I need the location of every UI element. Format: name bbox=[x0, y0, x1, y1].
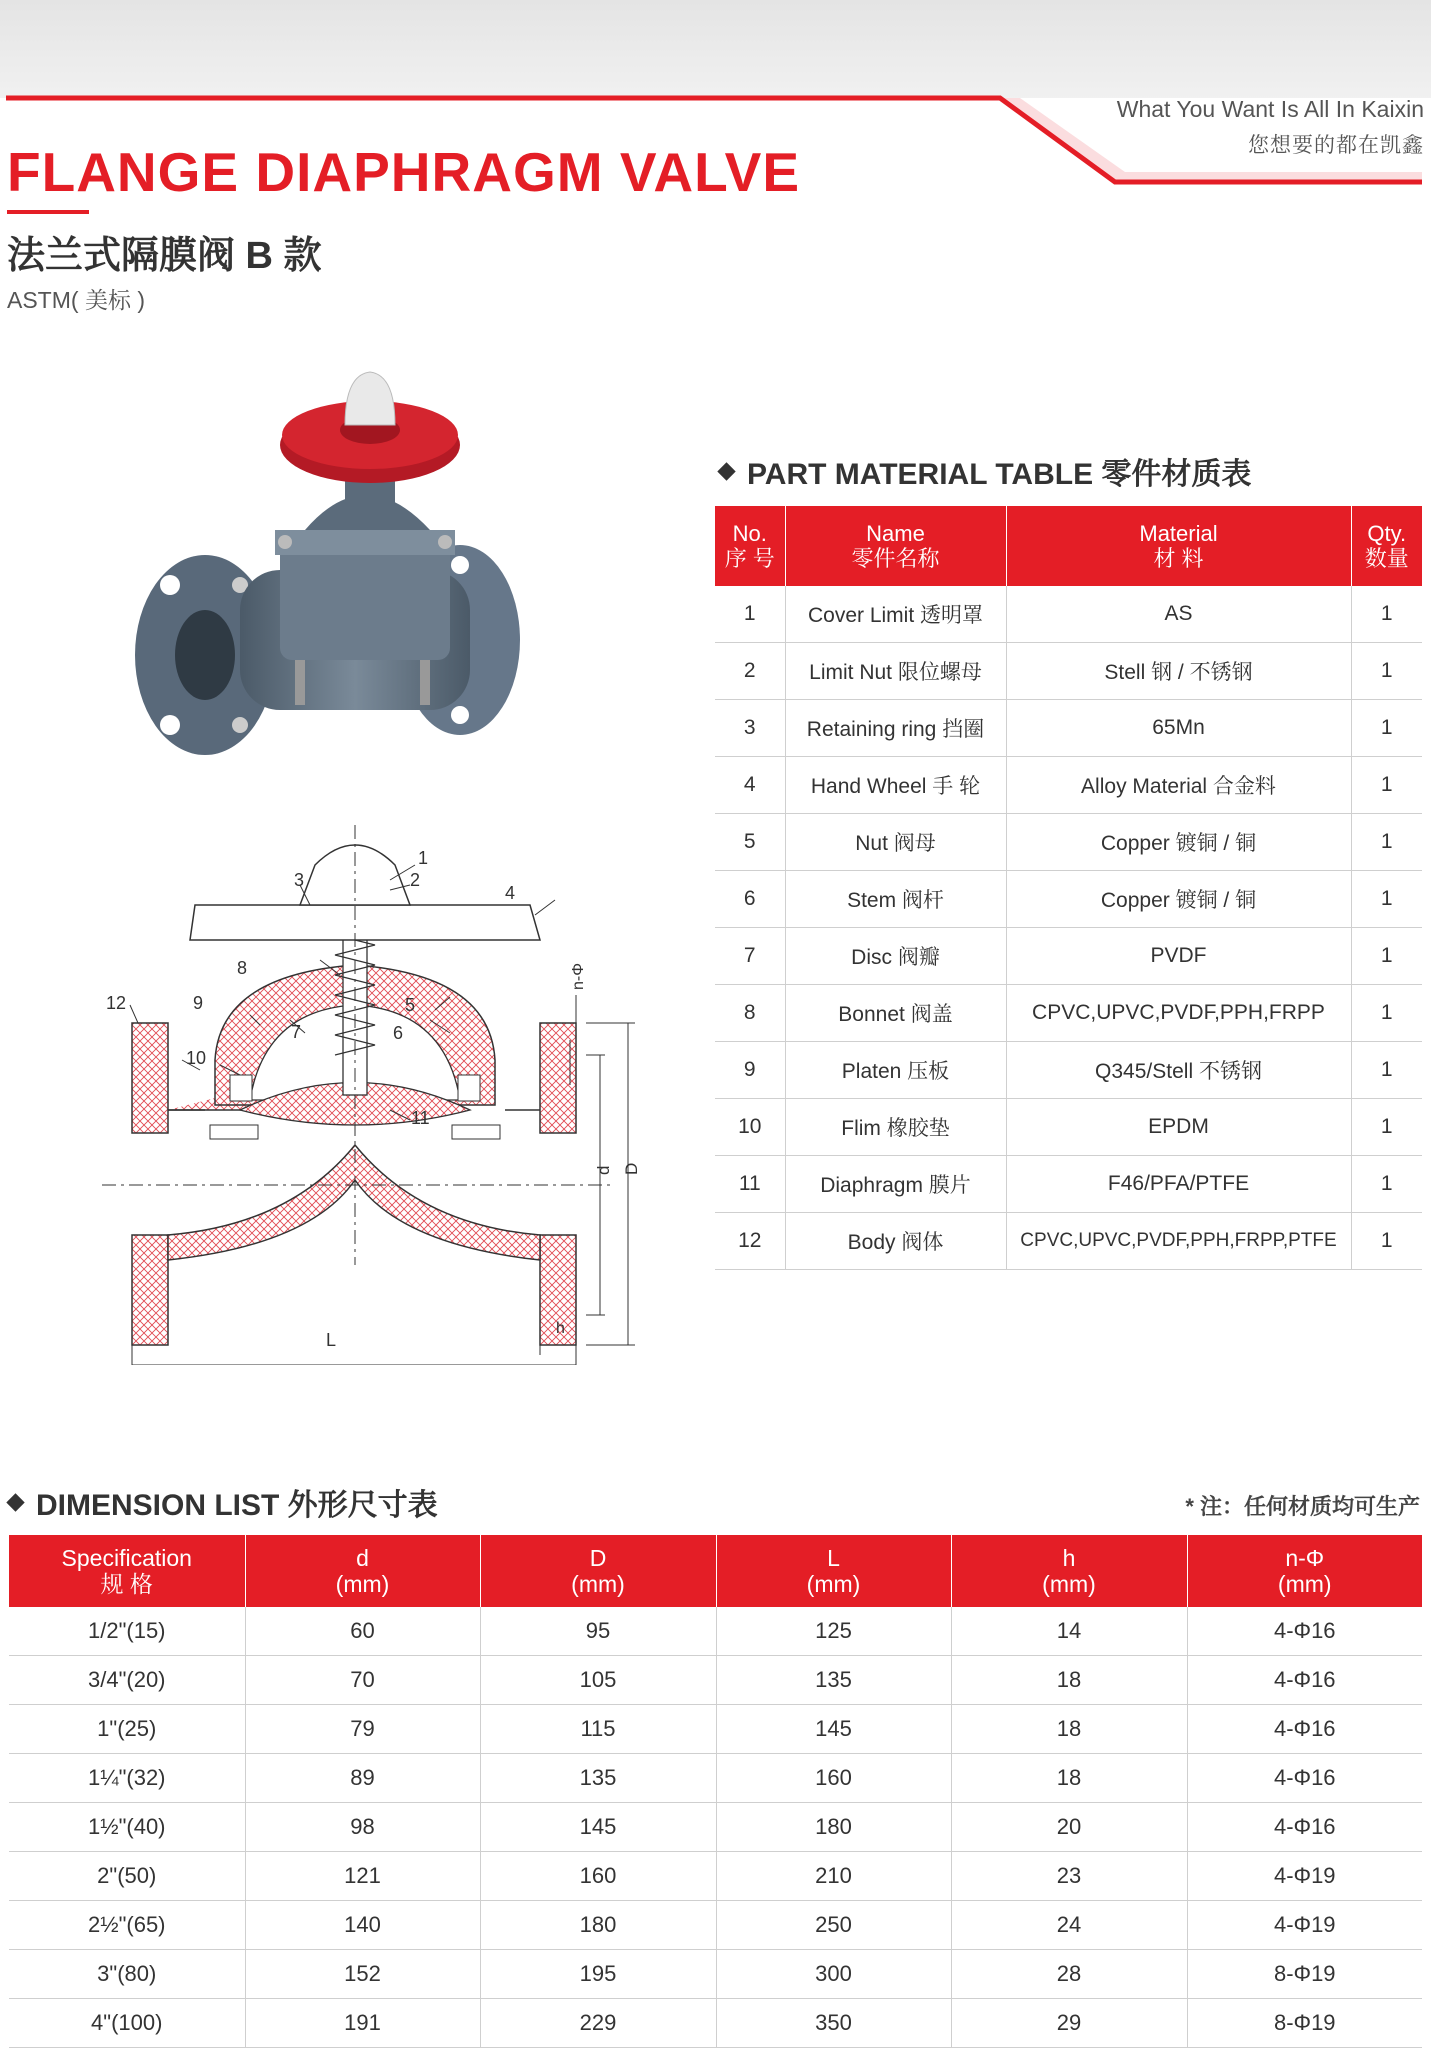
table-row: 11 Diaphragm 膜片 F46/PFA/PTFE 1 bbox=[715, 1156, 1422, 1213]
dim-header-spec: Specification 规 格 bbox=[9, 1535, 245, 1607]
dim-header-h: h (mm) bbox=[951, 1535, 1187, 1607]
table-row: 1½"(40) 98 145 180 20 4-Φ16 bbox=[9, 1803, 1422, 1852]
callout-6: 6 bbox=[393, 1023, 404, 1043]
callout-2: 2 bbox=[410, 870, 421, 890]
parts-header-material: Material 材 料 bbox=[1006, 506, 1351, 586]
table-row: 12 Body 阀体 CPVC,UPVC,PVDF,PPH,FRPP,PTFE 1 bbox=[715, 1213, 1422, 1270]
standard-label: ASTM( 美标 ) bbox=[7, 287, 145, 313]
table-row: 9 Platen 压板 Q345/Stell 不锈钢 1 bbox=[715, 1042, 1422, 1099]
table-row: 10 Flim 橡胶垫 EPDM 1 bbox=[715, 1099, 1422, 1156]
callout-5: 5 bbox=[405, 995, 416, 1015]
table-row: 8 Bonnet 阀盖 CPVC,UPVC,PVDF,PPH,FRPP 1 bbox=[715, 985, 1422, 1042]
table-row: 6 Stem 阀杆 Copper 镀铜 / 铜 1 bbox=[715, 871, 1422, 928]
callout-8: 8 bbox=[237, 958, 248, 978]
dim-header-n-phi: n-Φ (mm) bbox=[1187, 1535, 1422, 1607]
table-row: 2½"(65) 140 180 250 24 4-Φ19 bbox=[9, 1901, 1422, 1950]
callout-1: 1 bbox=[418, 848, 429, 868]
table-row: 1 Cover Limit 透明罩 AS 1 bbox=[715, 586, 1422, 643]
table-row: 3/4"(20) 70 105 135 18 4-Φ16 bbox=[9, 1656, 1422, 1705]
dim-label-h: h bbox=[556, 1320, 565, 1337]
dimension-table-header-row bbox=[9, 1535, 1422, 1607]
table-row: 1"(25) 79 115 145 18 4-Φ16 bbox=[9, 1705, 1422, 1754]
dimension-heading-text: DIMENSION LIST 外形尺寸表 bbox=[36, 1489, 438, 1522]
valve-product-image bbox=[130, 370, 530, 800]
parts-header-qty: Qty. 数量 bbox=[1351, 506, 1422, 586]
tagline-chinese: 您想要的都在凯鑫 bbox=[1248, 134, 1424, 157]
callout-3: 3 bbox=[294, 870, 305, 890]
dim-label-n-phi: n-Φ bbox=[570, 963, 587, 990]
callout-9: 9 bbox=[193, 993, 204, 1013]
page-subtitle: 法兰式隔膜阀 B 款 bbox=[7, 235, 322, 277]
tagline-english: What You Want Is All In Kaixin bbox=[1116, 96, 1424, 122]
parts-table-heading bbox=[720, 449, 1251, 493]
page-title: FLANGE DIAPHRAGM VALVE bbox=[7, 141, 801, 203]
diamond-bullet-icon bbox=[717, 462, 735, 480]
table-row: 4"(100) 191 229 350 29 8-Φ19 bbox=[9, 1999, 1422, 2048]
dimension-table bbox=[9, 1535, 1422, 2048]
dimension-list-heading bbox=[9, 1480, 438, 1524]
parts-table-header-row bbox=[715, 506, 1422, 586]
dim-label-d: d bbox=[594, 1165, 613, 1175]
production-note: * 注：任何材质均可生产 bbox=[1185, 1494, 1420, 1519]
table-row: 1/2"(15) 60 95 125 14 4-Φ16 bbox=[9, 1607, 1422, 1656]
table-row: 3"(80) 152 195 300 28 8-Φ19 bbox=[9, 1950, 1422, 1999]
table-row: 1¼"(32) 89 135 160 18 4-Φ16 bbox=[9, 1754, 1422, 1803]
dim-label-L: L bbox=[326, 1330, 337, 1350]
dim-header-L: L (mm) bbox=[716, 1535, 951, 1607]
valve-section-drawing bbox=[100, 825, 645, 1365]
parts-table bbox=[715, 506, 1422, 1270]
parts-header-no: No. 序 号 bbox=[715, 506, 785, 586]
dim-label-D: D bbox=[622, 1162, 641, 1175]
callout-10: 10 bbox=[186, 1048, 207, 1068]
callout-12: 12 bbox=[106, 993, 127, 1013]
table-row: 2"(50) 121 160 210 23 4-Φ19 bbox=[9, 1852, 1422, 1901]
table-row: 5 Nut 阀母 Copper 镀铜 / 铜 1 bbox=[715, 814, 1422, 871]
table-row: 4 Hand Wheel 手 轮 Alloy Material 合金料 1 bbox=[715, 757, 1422, 814]
callout-11: 11 bbox=[411, 1108, 430, 1128]
diamond-bullet-icon bbox=[6, 1493, 24, 1511]
dim-header-D: D (mm) bbox=[480, 1535, 716, 1607]
table-row: 3 Retaining ring 挡圈 65Mn 1 bbox=[715, 700, 1422, 757]
parts-header-name: Name 零件名称 bbox=[785, 506, 1006, 586]
callout-4: 4 bbox=[505, 883, 516, 903]
parts-heading-text: PART MATERIAL TABLE 零件材质表 bbox=[747, 458, 1252, 491]
table-row: 2 Limit Nut 限位螺母 Stell 钢 / 不锈钢 1 bbox=[715, 643, 1422, 700]
table-row: 7 Disc 阀瓣 PVDF 1 bbox=[715, 928, 1422, 985]
callout-7: 7 bbox=[291, 1022, 302, 1042]
title-underline bbox=[7, 210, 89, 214]
dim-header-d: d (mm) bbox=[245, 1535, 480, 1607]
